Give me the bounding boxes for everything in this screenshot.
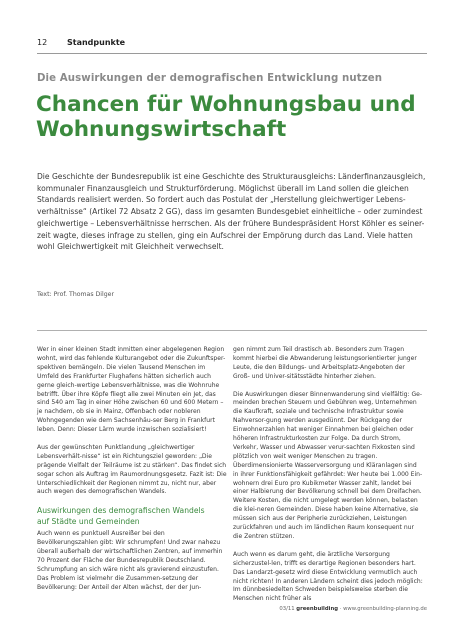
article-title — [36, 92, 426, 142]
header-divider — [37, 53, 427, 54]
paragraph: Die Auswirkungen dieser Binnenwanderung sind vielfältig: Ge-meinden brechen Steuern und Gebühren weg, Unternehmen die Kaufkraft, soziale und technische Infrastruktur sowie Nahversor-gung werden ausgedünnt. Der Rückgang der Einwohnerzahlen hat weniger Einnahmen bei gleichen oder höheren Infrastrukturkosten zur Folge. Da durch Strom, Verkehr, Wasser und Abwasser verur-sachten Fixkosten sind plötzlich von weit weniger Menschen zu tragen. Überdimensionierte Wasserversorgung und Kläranlagen sind in ihrer Funktionsfähigkeit gefährdet: Wer heute bei 1.000 Ein-wohnern drei Euro pro Kubikmeter Wasser zahlt, landet bei einer Halbierung der Bevölkerung schnell bei dem Dreifachen. Weitere Kosten, die nicht umgelegt werden können, belasten die klei-neren Gemeinden. Diese haben keine Alternative, sie müssen sich aus der Peripherie zurückziehen, Leistungen zurückfahren und auch im ländlichen Raum konsequent nur die Zentren stützen. — [233, 390, 423, 541]
article-intro: Die Geschichte der Bundesrepublik ist eine Geschichte des Strukturausgleichs: Länderfinanzausgleich, kommunaler Finanzausgleich und Strukturförderung. Möglichst überall im Land sollen die gleichen Standards realisiert werden. So fordert auch das Postulat der „Herstellung gleichwertiger Lebens-verhältnisse“ (Artikel 72 Absatz 2 GG), dass im gesamten Bundesgebiet einheitliche – oder zumindest gleichwertige – Lebensverhältnisse herrschen. Als der frühere Bundespräsident Horst Köhler es seiner-zeit wagte, dieses infrage zu stellen, ging ein Aufschrei der Empörung durch das Land. Viele hatten wohl Gleichwertigkeit mit Gleichheit verwechselt. — [37, 172, 426, 252]
subheading — [37, 506, 227, 527]
title-line-2: Wohnungswirtschaft — [36, 117, 287, 142]
page-header — [37, 38, 427, 50]
subheading-line-2: auf Städte und Gemeinden — [37, 516, 140, 526]
footer-brand: greenbuilding — [296, 606, 339, 612]
footer-issue: 03/11 — [279, 606, 297, 612]
article-author: Text: Prof. Thomas Dilger — [37, 291, 115, 298]
left-column — [37, 346, 227, 602]
paragraph: gen nimmt zum Teil drastisch ab. Besonders zum Tragen kommt hierbei die Abwanderung leistungsorientierter junger Leute, die den Bildungs- und Arbeitsplatz-Angeboten der Groß- und Univer-sitätsstädte hinterher ziehen. — [233, 346, 417, 380]
paragraph: Wer in einer kleinen Stadt inmitten einer abgelegenen Region wohnt, wird das fehlende Kulturangebot oder die Zukunftsper-spektiven bemängeln. Die vielen Tausend Menschen im Umfeld des Frankfurter Flughafens hätten sicherlich auch gerne gleich-wertige Lebensverhältnisse, was die Wohnruhe betrifft. Über ihre Köpfe fliegt alle zwei Minuten ein Jet, das sind 540 am Tag in einer Höhe zwischen 60 und 600 Metern – je nachdem, ob sie in Mainz, Offenbach oder nobleren Wohngegenden wie dem Sachsenhäu-ser Berg in Frankfurt leben. Denn: Dieser Lärm wurde inzwischen sozialisiert! — [37, 346, 226, 434]
article-kicker: Die Auswirkungen der demografischen Entwicklung nutzen — [37, 73, 383, 84]
paragraph: Auch wenn es darum geht, die ärztliche Versorgung sicherzustel-len, trifft es derartige Regionen besonders hart. Das Landarzt-gesetz wird diese Entwicklung vermutlich auch nicht richten! In anderen Ländern scheint dies jedoch möglich: Im dünnbesiedelten Schweden beispielsweise sterben die Menschen nicht früher als — [233, 550, 423, 603]
page-number: 12 — [37, 38, 48, 47]
title-line-1: Chancen für Wohnungsbau und — [36, 92, 416, 117]
section-divider — [37, 330, 427, 331]
right-column — [233, 346, 423, 613]
section-label: Standpunkte — [67, 38, 126, 47]
footer-website[interactable]: · www.greenbuilding-planning.de — [338, 606, 427, 612]
page-footer — [279, 606, 427, 612]
paragraph: Auch wenn es punktuell Ausreißer bei den Bevölkerungszahlen gibt: Wir schrumpfen! Und zwar nahezu überall außerhalb der wirtschaftlichen Zentren, auf immerhin 70 Prozent der Fläche der Bundesrepublik Deutschland. Schrumpfung an sich wäre nicht als gravierend einzustufen. Das Problem ist vielmehr die Zusammen-setzung der Bevölkerung: Der Anteil der Alten wächst, der der Jun- — [37, 530, 223, 591]
paragraph: Aus der gewünschten Punktlandung „gleichwertiger Lebensverhält-nisse“ ist ein Richtungsziel geworden: „Die prägende Vielfalt der Teilräume ist zu stärken“. Das findet sich sogar schon als Auftrag im Raumordnungsgesetz. Fazit ist: Die Unterschiedlichkeit der Regionen nimmt zu, nicht nur, aber auch wegen des demografischen Wandels. — [37, 443, 227, 496]
subheading-line-1: Auswirkungen des demografischen Wandels — [37, 506, 205, 516]
